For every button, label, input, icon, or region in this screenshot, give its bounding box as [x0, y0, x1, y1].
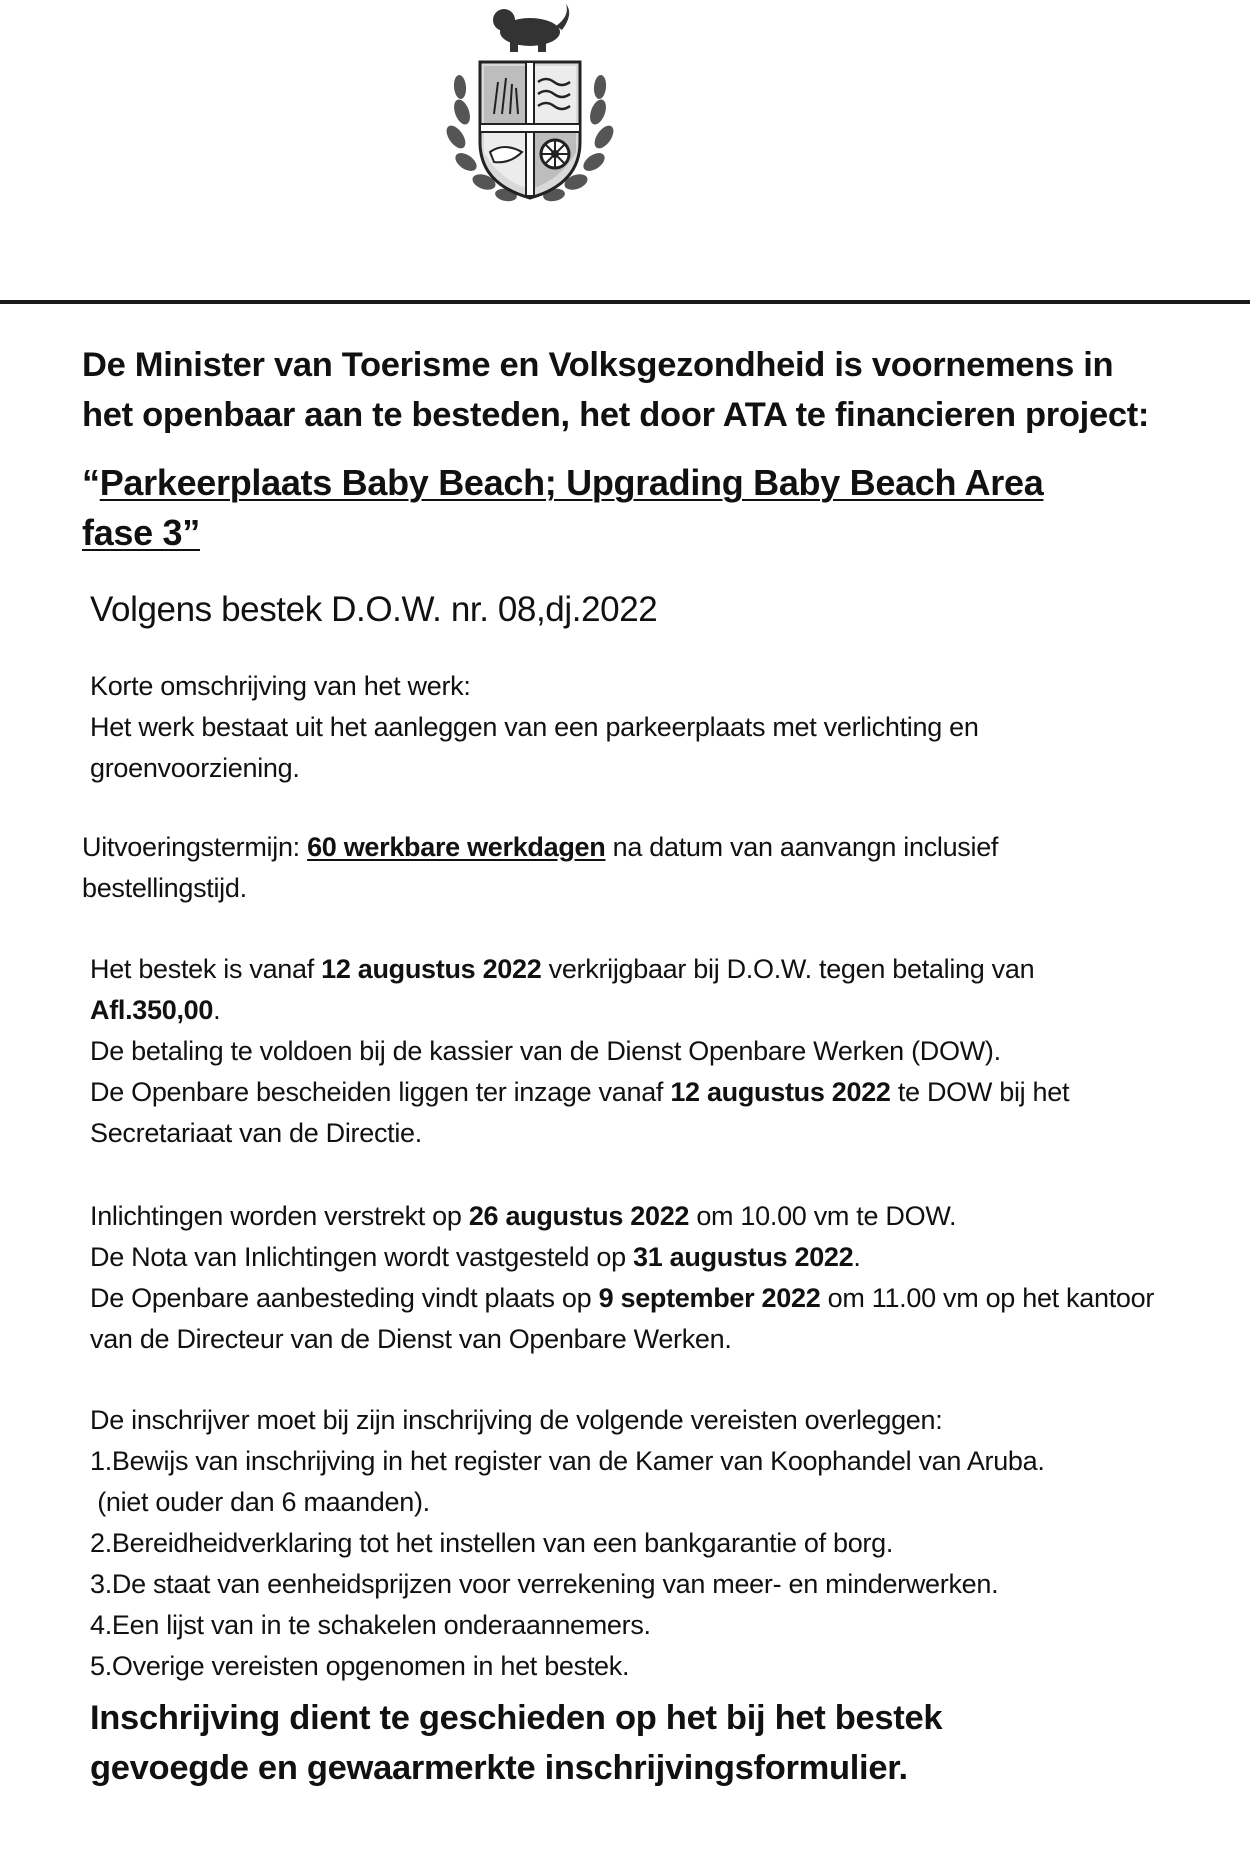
inspection-line-2: Secretariaat van de Directie. [90, 1118, 422, 1148]
description-line-2: groenvoorziening. [90, 753, 300, 783]
schedule-section [90, 1196, 1212, 1360]
price-value: Afl.350,00 [90, 995, 214, 1025]
nota-date: 31 augustus 2022 [633, 1242, 854, 1272]
intro-line-2: het openbaar aan te besteden, het door ATA te financieren project: [82, 396, 1150, 434]
coat-of-arms-emblem [432, 2, 628, 212]
lion-crest-icon [493, 4, 569, 52]
requirement-item-1: 1.Bewijs van inschrijving in het register van de Kamer van Koophandel van Aruba. [90, 1446, 1045, 1476]
requirements-intro: De inschrijver moet bij zijn inschrijving de volgende vereisten overleggen: [90, 1405, 943, 1435]
info-date: 26 augustus 2022 [468, 1201, 690, 1231]
tender-line-2: van de Directeur van de Dienst van Openbare Werken. [90, 1324, 732, 1354]
requirement-item-2: 2.Bereidheidverklaring tot het instellen van een bankgarantie of borg. [90, 1528, 894, 1558]
project-title [82, 458, 1212, 558]
info-text-a: Inlichtingen worden verstrekt op [90, 1201, 469, 1231]
requirement-item-5: 5.Overige vereisten opgenomen in het bestek. [90, 1651, 630, 1681]
nota-text-a: De Nota van Inlichtingen wordt vastgesteld op [90, 1242, 634, 1272]
availability-text-a: Het bestek is vanaf [90, 954, 322, 984]
intro-line-1: De Minister van Toerisme en Volksgezondheid is voornemens in [82, 346, 1114, 384]
nota-text-b: . [853, 1242, 861, 1272]
bestek-reference: Volgens bestek D.O.W. nr. 08,dj.2022 [90, 590, 658, 629]
tender-notice [82, 340, 1212, 1793]
execution-term-value: 60 werkbare werkdagen [307, 832, 606, 862]
tender-text-b: om 11.00 vm op het kantoor [820, 1283, 1155, 1313]
tender-text-a: De Openbare aanbesteding vindt plaats op [90, 1283, 599, 1313]
description-heading: Korte omschrijving van het werk: [90, 671, 471, 701]
requirements-section [90, 1400, 1212, 1687]
closing-line-2: gevoegde en gewaarmerkte inschrijvingsformulier. [90, 1749, 908, 1787]
closing-statement [90, 1693, 1212, 1793]
notice-body [82, 666, 1212, 1687]
execution-term [82, 827, 1212, 909]
intro-heading [82, 340, 1212, 440]
execution-suffix: na datum van aanvangn inclusief [605, 832, 999, 862]
work-description [90, 666, 1212, 789]
info-text-b: om 10.00 vm te DOW. [689, 1201, 957, 1231]
payment-line: De betaling te voldoen bij de kassier van de Dienst Openbare Werken (DOW). [90, 1036, 1001, 1066]
inspection-text-a: De Openbare bescheiden liggen ter inzage vanaf [90, 1077, 671, 1107]
requirement-item-4: 4.Een lijst van in te schakelen onderaannemers. [90, 1610, 651, 1640]
price-period: . [213, 995, 221, 1025]
inspection-text-b: te DOW bij het [890, 1077, 1070, 1107]
availability-date: 12 augustus 2022 [321, 954, 542, 984]
project-title-line-2: fase 3” [82, 512, 200, 553]
project-title-line-1: Parkeerplaats Baby Beach; Upgrading Baby Beach Area [99, 462, 1044, 503]
closing-line-1: Inschrijving dient te geschieden op het bij het bestek [90, 1699, 943, 1737]
requirement-item-3: 3.De staat van eenheidsprijzen voor verrekening van meer- en minderwerken. [90, 1569, 999, 1599]
project-open-quote: “ [82, 462, 100, 503]
description-line-1: Het werk bestaat uit het aanleggen van een parkeerplaats met verlichting en [90, 712, 979, 742]
availability-text-b: verkrijgbaar bij D.O.W. tegen betaling van [541, 954, 1035, 984]
execution-line-2: bestellingstijd. [82, 873, 247, 903]
requirement-item-1-cont: (niet ouder dan 6 maanden). [90, 1487, 430, 1517]
availability-section [90, 949, 1212, 1154]
inspection-date: 12 augustus 2022 [670, 1077, 891, 1107]
tender-date: 9 september 2022 [598, 1283, 821, 1313]
execution-prefix: Uitvoeringstermijn: [82, 832, 308, 862]
header-divider [0, 300, 1250, 304]
